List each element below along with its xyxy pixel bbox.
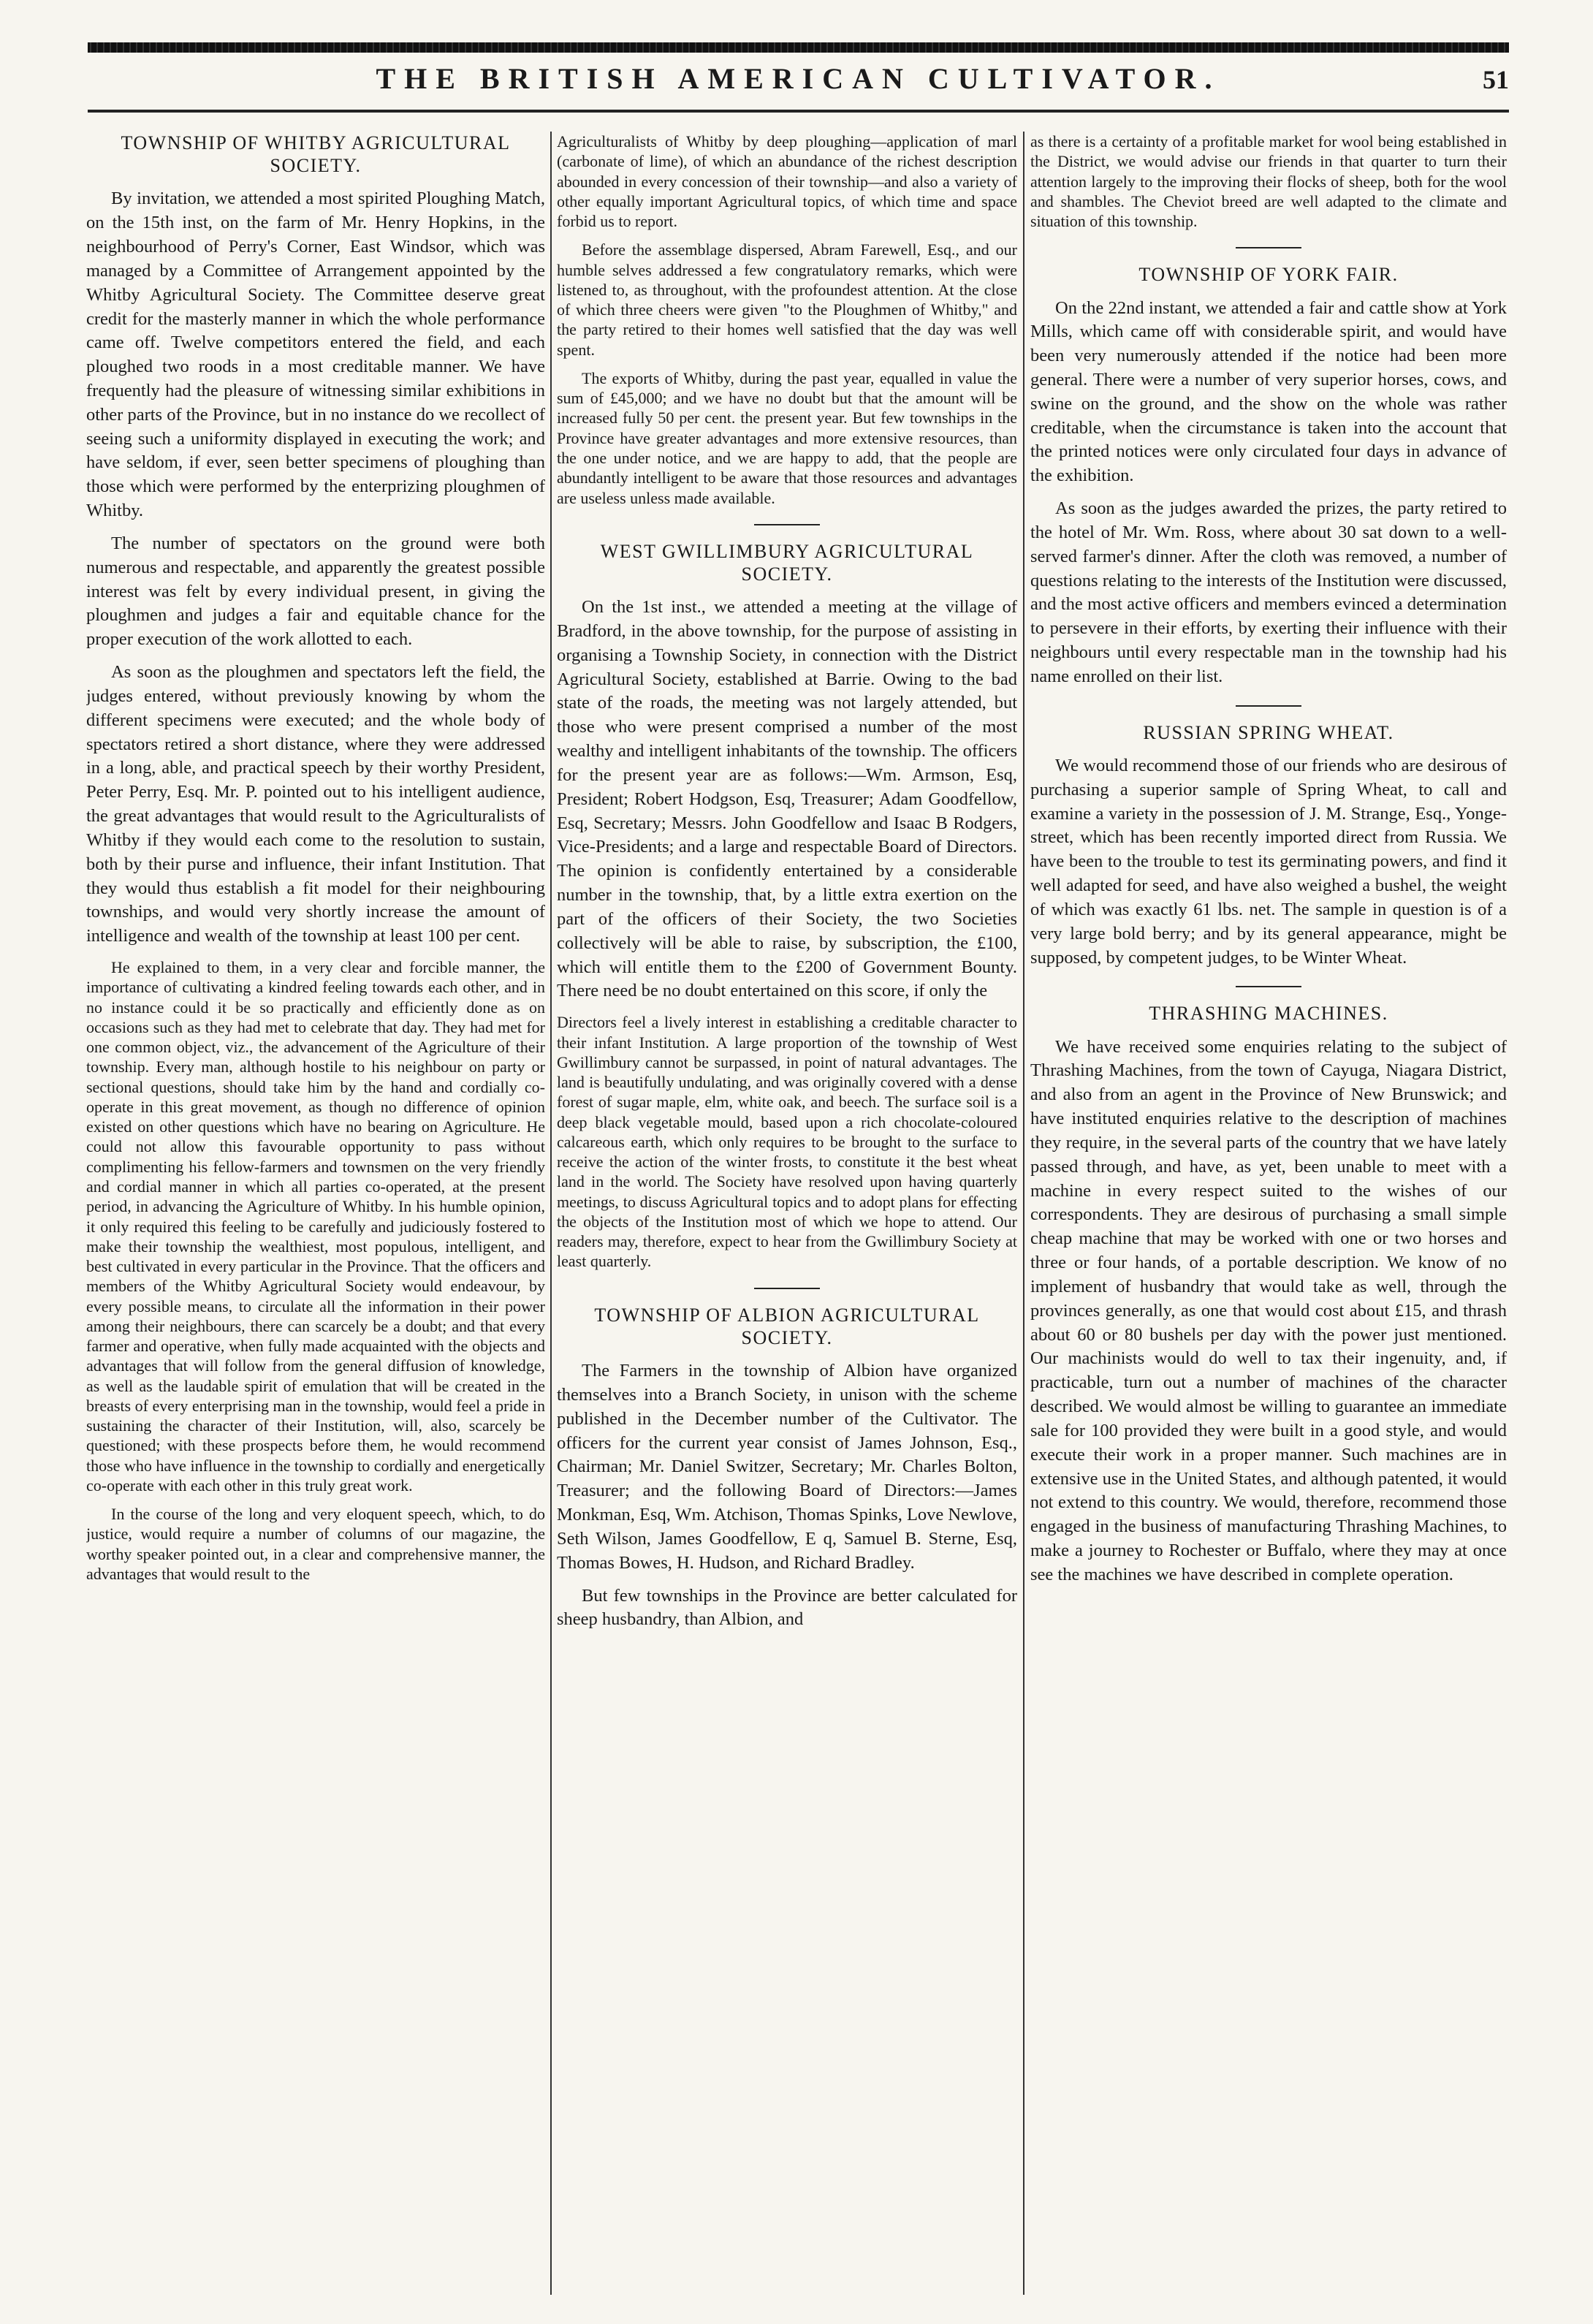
paragraph: He explained to them, in a very clear and forcible manner, the importance of cultivating a kindred feeling towards each other, and in no instance could it be so practically and efficiently done as on occasions such as they had met to celebrate that day. They had met for one common object, viz., the advancement of the Agriculture of their township. Every man, although hostile to his neighbour on party or sectional questions, should take him by the hand and cordially co-operate in this great movement, as though no difference of opinion existed on other questions which have no bearing on Agriculture. He could not allow this favourable opportunity to pass without complimenting his fellow-farmers and townsmen on the very friendly and cordial manner in which all parties co-operated, at the present period, in advancing the Agriculture of Whitby. In his humble opinion, it only required this feeling to be carefully and judiciously fostered to make their township the wealthiest, most populous, intelligent, and best cultivated in every particular in the Province. That the officers and members of the Whitby Agricultural Society would endeavour, by every possible means, to circulate all the information in their power among their neighbours, there can scarcely be a doubt; and that every farmer and operative, when fully made acquainted with the objects and advantages that will follow from the general diffusion of knowledge, as well as the laudable spirit of emulation that will be created in the breasts of every enterprising man in the township, would feel a pride in sustaining the character of their Institution, will, also, scarcely be questioned; with these prospects before them, he would recommend those who have influence in the township to cordially and energetically co-operate with each other in this truly great work. xyxy=(86,958,545,1495)
section-separator xyxy=(754,1288,820,1289)
masthead xyxy=(88,61,1509,105)
paragraph: But few townships in the Province are better calculated for sheep husbandry, than Albion, and xyxy=(557,1585,1017,1630)
paragraph: As soon as the ploughmen and spectators left the field, the judges entered, without previously knowing by whom the different specimens were executed; and the whole body of spectators retired a short distance, where they were addressed in a long, able, and practical speech by their worthy President, Peter Perry, Esq. Mr. P. pointed out to his intelligent audience, the great advantages that would result to the Agriculturalists of Whitby if they would each come to the resolution to sustain, both by their purse and influence, their infant Institution. That they would thus establish a fit model for their neighbouring townships, and would very shortly increase the amount of intelligence and wealth of the township at least 100 per cent. xyxy=(86,662,545,946)
column-3 xyxy=(1030,132,1507,2309)
paragraph: as there is a certainty of a profitable market for wool being established in the District, we would advise our friends in that quarter to turn their attention largely to the improving their flocks of sheep, both for the wool and shambles. The Cheviot breed are well adapted to the climate and situation of this township. xyxy=(1030,132,1507,231)
paragraph: By invitation, we attended a most spirited Ploughing Match, on the 15th inst, on the farm of Mr. Henry Hopkins, in the neighbourhood of Perry's Corner, East Windsor, which was managed by a Committee of Arrangement appointed by the Whitby Agricultural Society. The Committee deserve great credit for the masterly manner in which the whole performance came off. Twelve competitors entered the field, and each ploughed two roods in a most creditable manner. We have frequently had the pleasure of witnessing similar exhibitions in other parts of the Province, but in no instance do we recollect of seeing such a uniformity displayed in executing the work; and have seldom, if ever, seen better specimens of ploughing than those which were performed by the enterprizing ploughmen of Whitby. xyxy=(86,189,545,521)
article-heading-albion: TOWNSHIP OF ALBION AGRICULTURAL SOCIETY. xyxy=(594,1304,980,1348)
column-1 xyxy=(86,132,545,2309)
section-separator xyxy=(1236,986,1301,987)
paragraph: The number of spectators on the ground were both numerous and respectable, and apparently the greatest possible interest was felt by every individual present, in giving the ploughmen and judges a fair and equitable chance for the proper execution of the work allotted to each. xyxy=(86,533,545,650)
article-heading-thrashing-machines: THRASHING MACHINES. xyxy=(1149,1003,1388,1025)
article-heading-york-fair: TOWNSHIP OF YORK FAIR. xyxy=(1138,264,1399,286)
column-divider xyxy=(1023,132,1024,2295)
column-2 xyxy=(557,132,1017,2309)
paragraph: Before the assemblage dispersed, Abram Farewell, Esq., and our humble selves addressed a few congratulatory remarks, which were listened to, as throughout, with the profoundest attention. At the close of which three cheers were given "to the Ploughmen of Whitby," and the party retired to their homes well satisfied that the day was well spent. xyxy=(557,240,1017,359)
paragraph: The Farmers in the township of Albion have organized themselves into a Branch Society, in unison with the scheme published in the December number of the Cultivator. The officers for the current year consist of James Johnson, Esq., Chairman; Mr. Daniel Switzer, Secretary; Mr. Charles Bolton, Treasurer; and the following Board of Directors:—James Monkman, Esq, Wm. Atchison, Thomas Spinks, Love Newlove, Seth Wilson, James Goodfellow, E q, Samuel B. Sterne, Esq, Thomas Bowes, H. Hudson, and Richard Bradley. xyxy=(557,1361,1017,1573)
paragraph: The exports of Whitby, during the past year, equalled in value the sum of £45,000; and we have no doubt but that the amount will be increased fully 50 per cent. the present year. But few townships in the Province have greater advantages and more extensive resources, than the one under notice, and we are happy to add, that the people are abundantly intelligent to be aware that those resources and advantages are useless unless made available. xyxy=(557,368,1017,507)
page-number: 51 xyxy=(1483,65,1509,94)
paragraph: Directors feel a lively interest in establishing a creditable character to their infant Institution. A large proportion of the township of West Gwillimbury cannot be surpassed, in point of natural advantages. The land is beautifully undulating, and was originally covered with a dense forest of sugar maple, elm, white oak, and beech. The surface soil is a deep black vegetable mould, based upon a rich chocolate-coloured calcareous earth, which only requires to be brought to the surface to receive the action of the winter frosts, to constitute it the best wheat land in the world. The Society have resolved upon having quarterly meetings, to discuss Agricultural topics and to adopt plans for effecting the objects of the Institution most of which we hope to attend. Our readers may, therefore, expect to hear from the Gwillimbury Society at least quarterly. xyxy=(557,1013,1017,1271)
paragraph: On the 1st inst., we attended a meeting at the village of Bradford, in the above township, for the purpose of assisting in organising a Township Society, in connection with the District Agricultural Society, established at Barrie. Owing to the bad state of the roads, the meeting was not largely attended, but those who were present comprised a number of the most wealthy and intelligent inhabitants of the township. The officers for the present year are as follows:—Wm. Armson, Esq, President; Robert Hodgson, Esq, Treasurer; Adam Goodfellow, Esq, Secretary; Messrs. John Goodfellow and Isaac B Rodgers, Vice-Presidents; and a large and respectable Board of Directors. The opinion is confidently entertained by a considerable number in the township, that, by a little extra exertion on the part of the officers of their Society, the two Societies collectively will be able to raise, by subscription, the £100, which will entitle them to the £200 of Government Bounty. There need be no doubt entertained on this score, if only the xyxy=(557,597,1017,1001)
paragraph: In the course of the long and very eloquent speech, which, to do justice, would require a number of columns of our magazine, the worthy speaker pointed out, in a clear and comprehensive manner, the advantages that would result to the xyxy=(86,1505,545,1584)
section-separator xyxy=(1236,247,1301,248)
masthead-rule xyxy=(88,110,1509,113)
paragraph: On the 22nd instant, we attended a fair and cattle show at York Mills, which came off with considerable spirit, and would have been very numerously attended if the notice had been more general. There were a number of very superior horses, cows, and swine on the ground, and the show on the whole was rather creditable, when the circumstance is taken into the account that the printed notices were only circulated four days in advance of the exhibition. xyxy=(1030,297,1507,486)
section-separator xyxy=(1236,705,1301,707)
paragraph: Agriculturalists of Whitby by deep ploughing—application of marl (carbonate of lime), of which an abundance of the richest description abounded in every concession of their township—and also a variety of other equally important Agricultural topics, of which time and space forbid us to report. xyxy=(557,132,1017,231)
article-heading-west-gwillimbury: WEST GWILLIMBURY AGRICULTURAL SOCIETY. xyxy=(600,540,974,585)
paragraph: We have received some enquiries relating to the subject of Thrashing Machines, from the town of Cayuga, Niagara District, and also from an agent in the Province of New Brunswick; and have instituted enquiries relative to the description of machines they require, in the several parts of the country that we have lately passed through, and have, as yet, been unable to meet with a machine in every respect suited to the wishes of our correspondents. They are desirous of purchasing a small simple cheap machine that may be worked with one or two horses and three or four hands, of a portable description. We know of no implement of husbandry that would take as well, through the provinces generally, as one that would cost about £15, and thrash about 60 or 80 bushels per day with the power just mentioned. Our machinists would do well to tax their ingenuity, and, if practicable, turn out a number of machines of the character described. We would almost be willing to guarantee an immediate sale for 100 provided they were built in a good style, and would execute their work in a proper manner. Such machines are in extensive use in the United States, and although patented, it would not extend to this country. We would, therefore, recommend those engaged in the business of manufacturing Thrashing Machines, to make a journey to Rochester or Buffalo, where they may at once see the machines we have described in complete operation. xyxy=(1030,1036,1507,1584)
paragraph: We would recommend those of our friends who are desirous of purchasing a superior sample of Spring Wheat, to call and examine a variety in the possession of J. M. Strange, Esq., Yonge-street, which has been recently imported direct from Russia. We have been to the trouble to test its germinating powers, and find it well adapted for seed, and have also weighed a bushel, the weight of which was exactly 61 lbs. net. The sample in question is of a very large bold berry; and by its general appearance, might be supposed, by competent judges, to be Winter Wheat. xyxy=(1030,755,1507,968)
column-divider xyxy=(550,132,552,2295)
top-ornamental-rule xyxy=(88,42,1509,53)
article-heading-russian-spring-wheat: RUSSIAN SPRING WHEAT. xyxy=(1143,721,1394,743)
publication-title: THE BRITISH AMERICAN CULTIVATOR. xyxy=(376,62,1221,95)
paragraph: As soon as the judges awarded the prizes, the party retired to the hotel of Mr. Wm. Ross, where about 30 sat down to a well-served farmer's dinner. After the cloth was removed, a number of questions relating to the interests of the Institution were discussed, and the most active officers and members evinced a determination to persevere in their efforts, by exerting their influence with their neighbours until every respectable man in the township had his name enrolled on their list. xyxy=(1030,498,1507,686)
section-separator xyxy=(754,524,820,525)
article-heading-whitby: TOWNSHIP OF WHITBY AGRICULTURAL SOCIETY. xyxy=(121,132,511,177)
